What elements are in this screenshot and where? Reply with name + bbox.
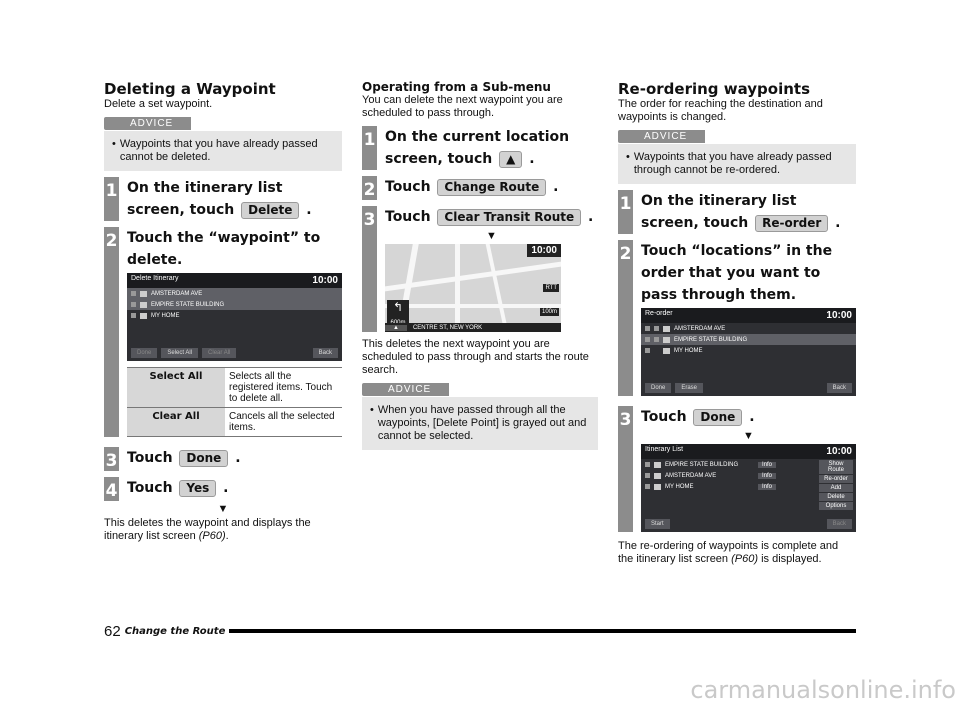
screen-title: Delete Itinerary — [131, 275, 179, 282]
checkbox-icon — [131, 302, 136, 307]
rtt-button[interactable]: RTT — [545, 285, 557, 291]
step-4 — [104, 477, 342, 501]
result-text — [104, 517, 342, 543]
clear-all-button[interactable]: Clear All — [202, 348, 236, 358]
step-number: 3 — [104, 447, 119, 471]
map-scale: 100m — [541, 309, 557, 315]
step-2 — [362, 176, 598, 200]
step-punct: . — [588, 209, 594, 225]
waypoint-icon — [654, 462, 661, 468]
intro-text: You can delete the next waypoint you are scheduled to pass through. — [362, 94, 563, 119]
step-text: Touch “locations” in the order that you want to pass through them. — [641, 243, 833, 303]
advice-label: ADVICE — [618, 130, 705, 143]
step-1 — [618, 190, 856, 234]
step-punct: . — [235, 450, 241, 466]
step-1 — [104, 177, 342, 221]
back-button[interactable]: Back — [827, 383, 852, 393]
list-item-label: EMPIRE STATE BUILDING — [151, 301, 225, 308]
intro-text: Delete a set waypoint. — [104, 98, 213, 110]
step-text: Touch — [641, 409, 687, 425]
street-name: CENTRE ST, NEW YORK — [412, 324, 483, 331]
options-table — [127, 367, 342, 437]
step-number: 3 — [618, 406, 633, 532]
turn-arrow-icon: ↰ — [387, 300, 409, 320]
list-item-label: MY HOME — [674, 347, 703, 354]
list-item-label: EMPIRE STATE BUILDING — [665, 461, 739, 468]
order-marker-icon — [645, 326, 650, 331]
delete-itinerary-screen — [127, 273, 342, 361]
step-punct: . — [223, 480, 229, 496]
step-number: 2 — [618, 240, 633, 396]
page-number: 62 — [104, 622, 121, 640]
info-button[interactable]: Info — [758, 473, 776, 479]
list-item-label: EMPIRE STATE BUILDING — [674, 336, 748, 343]
section-title: Re-ordering waypoints — [618, 80, 810, 98]
itinerary-list-screen — [641, 444, 856, 532]
done-button[interactable]: Done — [645, 383, 671, 393]
step-punct: . — [306, 202, 312, 218]
waypoint-icon — [140, 291, 147, 297]
back-button[interactable]: Back — [827, 519, 852, 529]
re-order-screen — [641, 308, 856, 396]
bullet-icon: • — [370, 404, 374, 416]
home-icon — [654, 484, 661, 490]
advice-text: When you have passed through all the waypoints, [Delete Point] is grayed out and cannot be selected. — [377, 404, 587, 442]
step-3 — [618, 406, 856, 532]
erase-button[interactable]: Erase — [675, 383, 703, 393]
result-text — [618, 540, 856, 566]
option-desc: Cancels all the selected items. — [225, 408, 342, 437]
step-punct: . — [529, 151, 535, 167]
page-ref: (P60) — [731, 553, 759, 565]
option-name: Clear All — [127, 408, 225, 437]
arrow-down-icon: ▼ — [743, 430, 754, 442]
step-text: Touch — [385, 209, 431, 225]
checkbox-icon — [131, 291, 136, 296]
back-button[interactable]: Back — [313, 348, 338, 358]
step-text: Touch — [385, 179, 431, 195]
step-number: 2 — [362, 176, 377, 200]
step-text: On the itinerary list screen, touch — [127, 180, 283, 218]
order-marker-icon — [645, 337, 650, 342]
done-button[interactable]: Done — [131, 348, 157, 358]
step-2 — [618, 240, 856, 396]
options-button[interactable]: Options — [819, 502, 853, 510]
list-item[interactable] — [641, 345, 856, 356]
result-text: This deletes the next waypoint you are scheduled to pass through and starts the route search. — [362, 338, 589, 376]
result-body: This deletes the waypoint and displays the itinerary list screen — [104, 517, 311, 542]
advice-box — [104, 131, 342, 171]
map-road — [486, 244, 509, 332]
waypoint-icon — [654, 473, 661, 479]
step-number: 1 — [362, 126, 377, 170]
step-text: On the itinerary list screen, touch — [641, 193, 797, 231]
checkbox-icon — [131, 313, 136, 318]
step-3 — [362, 206, 598, 332]
table-row — [127, 408, 342, 437]
up-arrow-key: ▲ — [499, 151, 522, 168]
table-row — [127, 368, 342, 408]
waypoint-icon — [140, 302, 147, 308]
step-punct: . — [553, 179, 559, 195]
re-order-key: Re-order — [755, 215, 828, 232]
step-number: 2 — [104, 227, 119, 437]
arrow-down-icon: ▼ — [486, 230, 497, 242]
screen-title: Re-order — [645, 310, 673, 317]
footer-rule — [229, 629, 856, 633]
arrow-down-icon: ▼ — [217, 503, 229, 515]
step-2 — [104, 227, 342, 437]
intro-text: The order for reaching the destination and waypoints is changed. — [618, 98, 823, 123]
map-road — [385, 304, 561, 308]
step-text: Touch — [127, 480, 173, 496]
list-item[interactable] — [641, 334, 856, 345]
re-order-button[interactable]: Re-order — [819, 475, 853, 483]
step-text: Touch — [127, 450, 173, 466]
list-item-label: MY HOME — [665, 483, 694, 490]
chapter-name: Change the Route — [124, 625, 226, 637]
bullet-icon: • — [112, 138, 116, 150]
advice-text: Waypoints that you have already passed cannot be deleted. — [119, 138, 318, 163]
done-key: Done — [179, 450, 228, 467]
advice-label: ADVICE — [104, 117, 191, 130]
order-marker-icon — [645, 473, 650, 478]
step-text: Touch the “waypoint” to delete. — [127, 230, 321, 268]
step-punct: . — [835, 215, 841, 231]
result-end: is displayed. — [761, 553, 822, 565]
step-1 — [362, 126, 598, 170]
screen-clock: 10:00 — [826, 446, 852, 457]
start-button[interactable]: Start — [645, 519, 670, 529]
list-item[interactable] — [641, 323, 856, 334]
map-status-bar — [385, 323, 561, 332]
delete-key: Delete — [241, 202, 299, 219]
option-name: Select All — [127, 368, 225, 408]
list-item-label: MY HOME — [151, 312, 180, 319]
advice-label: ADVICE — [362, 383, 449, 396]
show-route-button[interactable]: Show Route — [819, 460, 853, 474]
list-item[interactable] — [127, 288, 342, 299]
step-number: 3 — [362, 206, 377, 332]
waypoint-icon — [663, 326, 670, 332]
waypoint-icon — [663, 337, 670, 343]
home-icon — [663, 348, 670, 354]
map-road — [455, 244, 460, 332]
section-title: Deleting a Waypoint — [104, 80, 276, 98]
order-marker-icon — [654, 326, 659, 331]
list-item-label: AMSTERDAM AVE — [151, 290, 203, 297]
info-button[interactable]: Info — [758, 462, 776, 468]
list-item[interactable] — [127, 299, 342, 310]
step-text: On the current location screen, touch — [385, 129, 570, 167]
step-number: 1 — [104, 177, 119, 221]
info-button[interactable]: Info — [758, 484, 776, 490]
watermark: carmanualsonline.info — [690, 676, 956, 704]
column-sub-menu — [362, 80, 598, 450]
column-deleting-waypoint — [104, 80, 342, 543]
column-reordering — [618, 80, 856, 566]
delete-button[interactable]: Delete — [819, 493, 853, 501]
clear-transit-route-key: Clear Transit Route — [437, 209, 581, 226]
screen-clock: 10:00 — [312, 275, 338, 286]
option-desc: Selects all the registered items. Touch to delete all. — [225, 368, 342, 408]
up-arrow-button[interactable]: ▲ — [385, 325, 407, 331]
change-route-key: Change Route — [437, 179, 546, 196]
section-subtitle: Operating from a Sub-menu — [362, 80, 551, 94]
result-end: . — [225, 530, 229, 542]
order-marker-icon — [654, 337, 659, 342]
order-marker-icon — [645, 348, 650, 353]
home-icon — [140, 313, 147, 319]
screen-title: Itinerary List — [645, 446, 684, 453]
done-key: Done — [693, 409, 742, 426]
yes-key: Yes — [179, 480, 216, 497]
map-clock: 10:00 — [527, 244, 561, 257]
result-body: The re-ordering of waypoints is complete and the itinerary list screen — [618, 540, 839, 565]
advice-box — [618, 144, 856, 184]
screen-clock: 10:00 — [826, 310, 852, 321]
bullet-icon: • — [626, 151, 630, 163]
page-footer — [104, 624, 856, 638]
map-screen — [385, 244, 561, 332]
order-marker-icon — [645, 462, 650, 467]
step-punct: . — [749, 409, 755, 425]
select-all-button[interactable]: Select All — [161, 348, 198, 358]
advice-box — [362, 397, 598, 450]
order-marker-icon — [645, 484, 650, 489]
step-3 — [104, 447, 342, 471]
step-number: 1 — [618, 190, 633, 234]
list-item-label: AMSTERDAM AVE — [665, 472, 717, 479]
side-menu — [819, 460, 853, 510]
list-item[interactable] — [127, 310, 342, 321]
list-item-label: AMSTERDAM AVE — [674, 325, 726, 332]
add-button[interactable]: Add — [819, 484, 853, 492]
step-number: 4 — [104, 477, 119, 501]
advice-text: Waypoints that you have already passed through cannot be re-ordered. — [633, 151, 832, 176]
page-ref: (P60) — [198, 530, 226, 542]
